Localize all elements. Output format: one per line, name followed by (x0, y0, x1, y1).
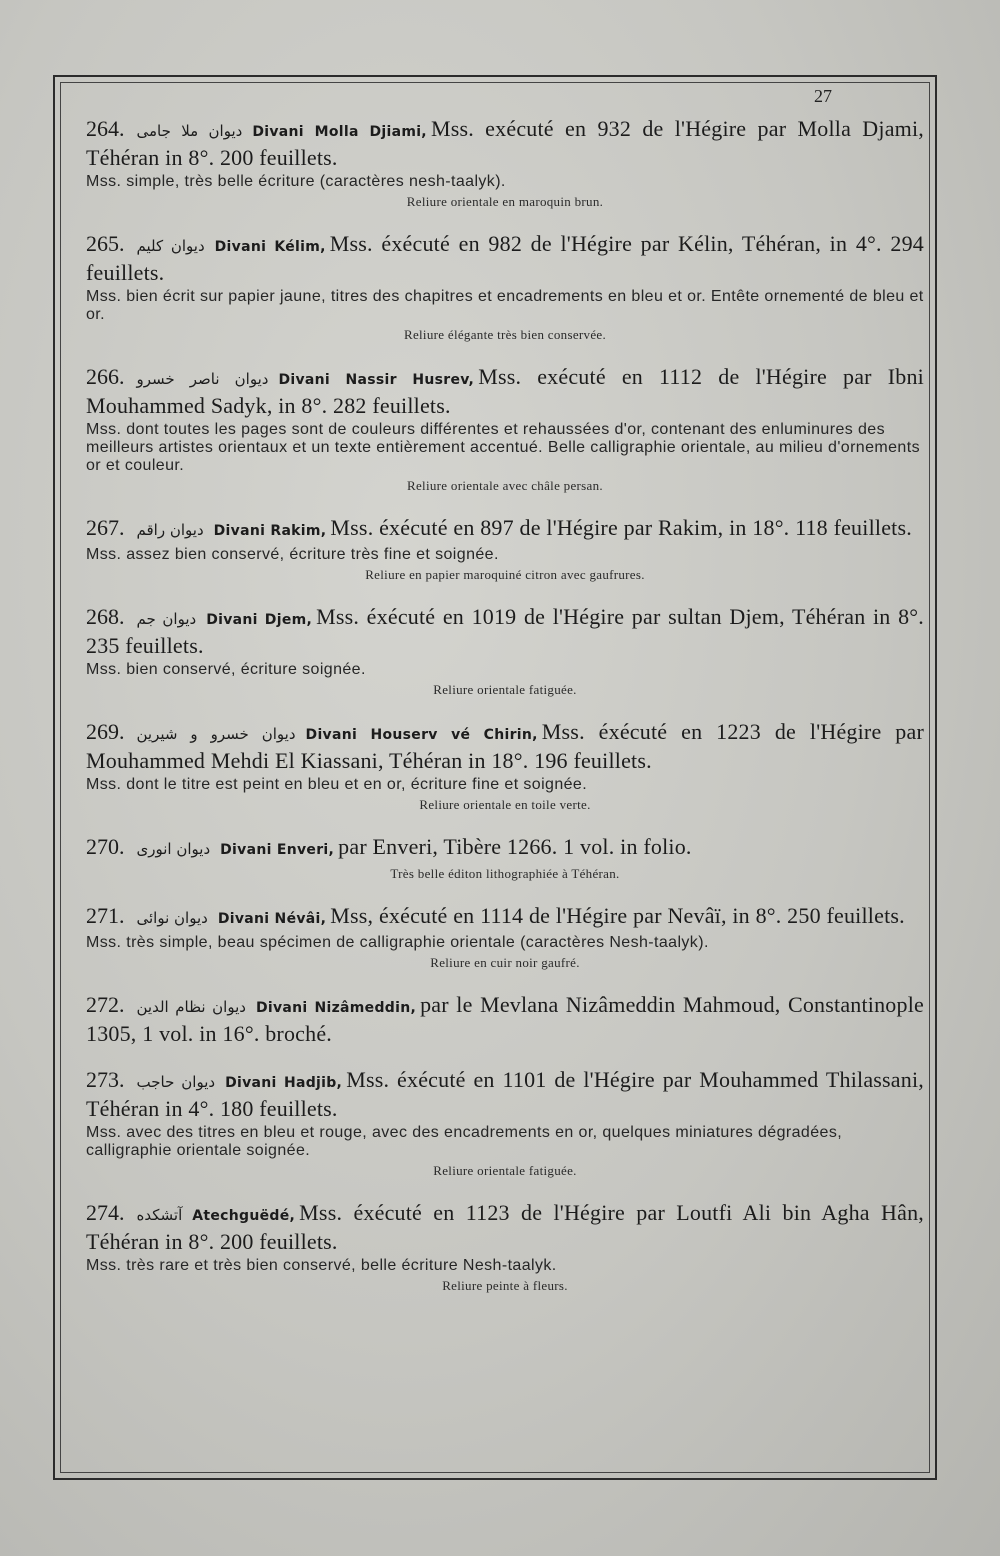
entry-title: Divani Molla Djiami, (252, 124, 427, 140)
entry-text: Mss. éxécuté en 982 de l'Hégire par Kélin, Téhéran, in 4°. 294 feuillets. (86, 231, 925, 285)
entry-title: Atechguëdé, (192, 1208, 296, 1224)
entry-text: par Enveri, Tibère 1266. 1 vol. in folio. (338, 834, 692, 859)
entry-arabic-title: ديوان جم (136, 610, 197, 628)
entry-arabic-title: ديوان كليم (136, 237, 205, 255)
catalog-entry (86, 834, 924, 883)
catalog-entry (86, 1067, 924, 1180)
entry-binding: Très belle éditon lithographiée à Téhéran. (390, 866, 620, 881)
entry-arabic-title: ديوان ناصر خسرو (136, 370, 269, 388)
entry-description: Mss. assez bien conservé, écriture très fine et soignée. (86, 546, 499, 563)
page-number: 27 (814, 86, 832, 106)
entry-text: Mss. éxécuté en 1101 de l'Hégire par Mouhammed Thilassani, Téhéran in 4°. 180 feuillets. (86, 1067, 924, 1121)
entry-heading (86, 834, 924, 863)
entry-number: 272. (86, 992, 125, 1017)
entry-heading (86, 604, 924, 659)
entry-description: Mss. avec des titres en bleu et rouge, avec des encadrements en or, quelques miniatures dégradées, calligraphie orientale soignée. (86, 1124, 843, 1159)
entry-description: Mss. bien conservé, écriture soignée. (86, 661, 366, 678)
entry-title: Divani Hadjib, (225, 1075, 343, 1091)
entry-heading (86, 1067, 924, 1122)
entry-heading (86, 719, 924, 774)
entry-description: Mss. simple, très belle écriture (caractères nesh-taalyk). (86, 173, 506, 190)
entry-binding: Reliure orientale en maroquin brun. (406, 194, 604, 209)
entry-title: Divani Kélim, (214, 239, 326, 255)
entry-arabic-title: ديوان نظام الدين (136, 998, 246, 1016)
entry-number: 269. (86, 719, 125, 744)
catalog-entry (86, 364, 924, 495)
entry-number: 267. (86, 515, 125, 540)
entry-description: Mss. très rare et très bien conservé, belle écriture Nesh-taalyk. (86, 1257, 557, 1274)
entry-arabic-title: ديوان خسرو و شيرين (136, 725, 296, 743)
entry-title: Divani Rakim, (213, 523, 327, 539)
entry-arabic-title: ديوان راقم (136, 521, 204, 539)
catalog-entry (86, 515, 924, 584)
entry-text: Mss. éxécuté en 1223 de l'Hégire par Mouhammed Mehdi El Kiassani, Téhéran in 18°. 196 feuillets. (86, 719, 924, 773)
entry-text: par le Mevlana Nizâmeddin Mahmoud, Constantinople 1305, 1 vol. in 16°. broché. (86, 992, 924, 1046)
entry-number: 270. (86, 834, 125, 859)
catalog-entry (86, 992, 924, 1047)
entry-title: Divani Nassir Husrev, (278, 372, 475, 388)
entry-heading (86, 1200, 924, 1255)
entry-heading (86, 903, 924, 932)
entry-title: Divani Enveri, (220, 842, 335, 858)
entry-arabic-title: آتشكده (136, 1206, 183, 1224)
entry-text: Mss. exécuté en 932 de l'Hégire par Molla Djami, Téhéran in 8°. 200 feuillets. (86, 116, 924, 170)
entry-description: Mss. dont le titre est peint en bleu et en or, écriture fine et soignée. (86, 776, 588, 793)
entry-title: Divani Névâi, (217, 911, 327, 927)
entry-heading (86, 364, 924, 419)
entry-heading (86, 231, 924, 286)
entry-number: 274. (86, 1200, 125, 1225)
catalog-entry (86, 1200, 924, 1295)
entry-text: Mss. éxécuté en 1123 de l'Hégire par Loutfi Ali bin Agha Hân, Téhéran in 8°. 200 feuillets. (86, 1200, 924, 1254)
entry-heading (86, 515, 924, 544)
catalog-entry (86, 719, 924, 814)
catalog-entry (86, 116, 924, 211)
entry-list (86, 116, 924, 1315)
entry-arabic-title: ديوان نوائى (136, 909, 208, 927)
entry-binding: Reliure en cuir noir gaufré. (430, 955, 580, 970)
entry-number: 271. (86, 903, 125, 928)
entry-number: 266. (86, 364, 125, 389)
entry-binding: Reliure élégante très bien conservée. (403, 327, 607, 342)
entry-text: Mss. éxécuté en 897 de l'Hégire par Rakim, in 18°. 118 feuillets. (330, 515, 912, 540)
entry-binding: Reliure orientale avec châle persan. (407, 478, 603, 493)
entry-arabic-title: ديوان ملا جامى (136, 122, 243, 140)
entry-title: Divani Houserv vé Chirin, (305, 727, 538, 743)
entry-title: Divani Djem, (206, 612, 313, 628)
entry-binding: Reliure en papier maroquiné citron avec gaufrures. (365, 567, 645, 582)
entry-arabic-title: ديوان انورى (136, 840, 211, 858)
catalog-entry (86, 604, 924, 699)
entry-number: 264. (86, 116, 125, 141)
catalog-entry (86, 231, 924, 344)
entry-arabic-title: ديوان حاجب (136, 1073, 216, 1091)
entry-binding: Reliure peinte à fleurs. (442, 1278, 568, 1293)
entry-description: Mss. très simple, beau spécimen de calligraphie orientale (caractères Nesh-taalyk). (86, 934, 709, 951)
entry-description: Mss. dont toutes les pages sont de couleurs différentes et rehaussées d'or, contenant des enluminures des meilleurs artistes orientaux et un texte entièrement accentué. Belle calligraphie orientale, au milieu d'ornements or et couleur. (86, 421, 920, 474)
entry-description: Mss. bien écrit sur papier jaune, titres des chapitres et encadrements en bleu et or. Entête ornementé de bleu et or. (86, 288, 924, 323)
entry-title: Divani Nizâmeddin, (255, 1000, 417, 1016)
entry-binding: Reliure orientale en toile verte. (419, 797, 591, 812)
entry-heading (86, 116, 924, 171)
entry-heading (86, 992, 924, 1047)
entry-binding: Reliure orientale fatiguée. (433, 1163, 577, 1178)
entry-binding: Reliure orientale fatiguée. (433, 682, 577, 697)
entry-text: Mss. exécuté en 1112 de l'Hégire par Ibni Mouhammed Sadyk, in 8°. 282 feuillets. (86, 364, 924, 418)
entry-text: Mss, éxécuté en 1114 de l'Hégire par Nevâï, in 8°. 250 feuillets. (330, 903, 905, 928)
entry-number: 265. (86, 231, 125, 256)
entry-number: 268. (86, 604, 125, 629)
entry-number: 273. (86, 1067, 125, 1092)
entry-text: Mss. éxécuté en 1019 de l'Hégire par sultan Djem, Téhéran in 8°. 235 feuillets. (86, 604, 924, 658)
catalog-entry (86, 903, 924, 972)
